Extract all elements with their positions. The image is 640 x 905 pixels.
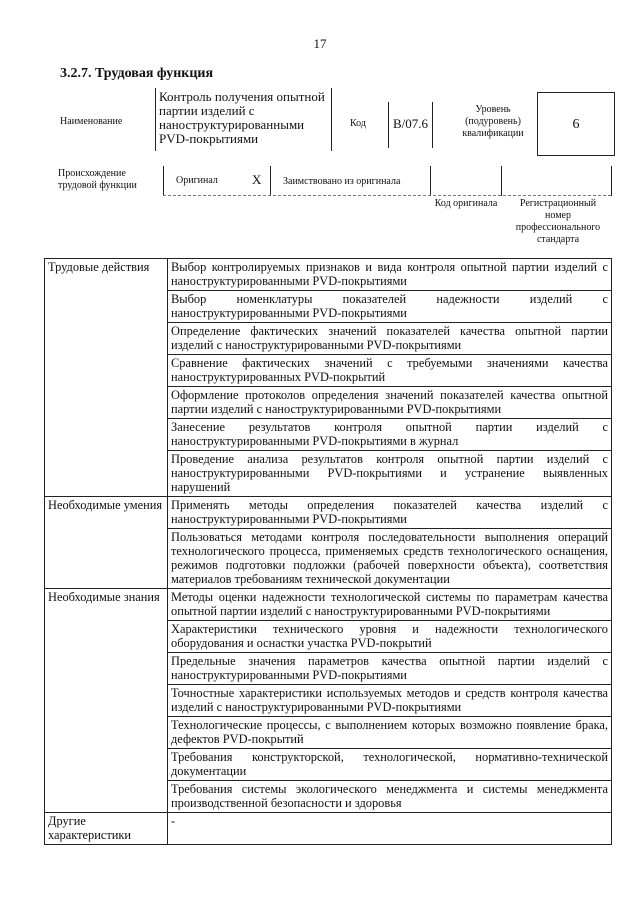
code-value: B/07.6 bbox=[388, 102, 433, 148]
table-cell: Пользоваться методами контроля последовательности выполнения операций технологического процесса, применяемых средств технологического оснащения, режимов подготовки подложки (рабочей поверхности объекта), соответствия материалов требованиям технической документации bbox=[168, 529, 612, 589]
table-cell: Определение фактических значений показателей качества опытной партии изделий с наноструктурированными PVD-покрытиями bbox=[168, 323, 612, 355]
level-label: Уровень (подуровень) квалификации bbox=[462, 104, 524, 139]
table-cell: Технологические процессы, с выполнением которых возможно появление брака, дефектов PVD-покрытий bbox=[168, 717, 612, 749]
caption-original-code: Код оригинала bbox=[434, 198, 498, 209]
code-label: Код bbox=[350, 118, 366, 129]
name-label: Наименование bbox=[60, 116, 123, 127]
table-cell: Точностные характеристики используемых методов и средств контроля качества изделий с наноструктурированными PVD-покрытиями bbox=[168, 685, 612, 717]
table-cell: - bbox=[168, 813, 612, 845]
original-label: Оригинал bbox=[176, 175, 218, 186]
category-required-knowledge: Необходимые знания bbox=[45, 589, 168, 813]
table-cell: Проведение анализа результатов контроля опытной партии изделий с наноструктурированными PVD-покрытиями и устранение выявленных нарушений bbox=[168, 451, 612, 497]
section-title: 3.2.7. Трудовая функция bbox=[60, 66, 214, 81]
table-cell: Требования конструкторской, технологической, нормативно-технической документации bbox=[168, 749, 612, 781]
page-number: 17 bbox=[313, 36, 327, 51]
table-cell: Занесение результатов контроля опытной партии изделий с наноструктурированными PVD-покрытиями в журнал bbox=[168, 419, 612, 451]
labor-function-table bbox=[44, 258, 612, 845]
original-mark: X bbox=[252, 172, 262, 187]
table-cell: Оформление протоколов определения значений показателей качества опытной партии изделий с наноструктурированными PVD-покрытиями bbox=[168, 387, 612, 419]
caption-registration-number: Регистрационный номер профессионального стандарта bbox=[515, 198, 601, 245]
table-cell: Выбор номенклатуры показателей надежности изделий с наноструктурированными PVD-покрытиями bbox=[168, 291, 612, 323]
origin-divider bbox=[270, 166, 271, 196]
level-value: 6 bbox=[537, 92, 615, 156]
table-row bbox=[45, 813, 612, 845]
table-cell: Требования системы экологического менеджмента и системы менеджмента производственной безопасности и здоровья bbox=[168, 781, 612, 813]
table-row bbox=[45, 259, 612, 291]
category-labor-actions: Трудовые действия bbox=[45, 259, 168, 497]
table-cell: Предельные значения параметров качества опытной партии изделий с наноструктурированными PVD-покрытиями bbox=[168, 653, 612, 685]
borrowed-label: Заимствовано из оригинала bbox=[283, 176, 401, 187]
origin-code-cell bbox=[430, 166, 502, 196]
table-row bbox=[45, 589, 612, 621]
table-cell: Сравнение фактических значений с требуемыми значениями качества наноструктурированных PVD-покрытий bbox=[168, 355, 612, 387]
function-name-value: Контроль получения опытной партии изделий с наноструктурированными PVD-покрытиями bbox=[155, 88, 332, 151]
table-cell: Применять методы определения показателей качества изделий с наноструктурированными PVD-покрытиями bbox=[168, 497, 612, 529]
table-cell: Выбор контролируемых признаков и вида контроля опытной партии изделий с наноструктурированными PVD-покрытиями bbox=[168, 259, 612, 291]
origin-reg-cell bbox=[502, 166, 612, 196]
category-other-characteristics: Другие характеристики bbox=[45, 813, 168, 845]
origin-label: Происхождение трудовой функции bbox=[58, 168, 137, 191]
table-cell: Методы оценки надежности технологической системы по параметрам качества опытной партии изделий с наноструктурированными PVD-покрытиями bbox=[168, 589, 612, 621]
category-required-skills: Необходимые умения bbox=[45, 497, 168, 589]
origin-dashed-line bbox=[163, 195, 611, 196]
table-cell: Характеристики технического уровня и надежности технологического оборудования и оснастки участка PVD-покрытий bbox=[168, 621, 612, 653]
table-row bbox=[45, 497, 612, 529]
